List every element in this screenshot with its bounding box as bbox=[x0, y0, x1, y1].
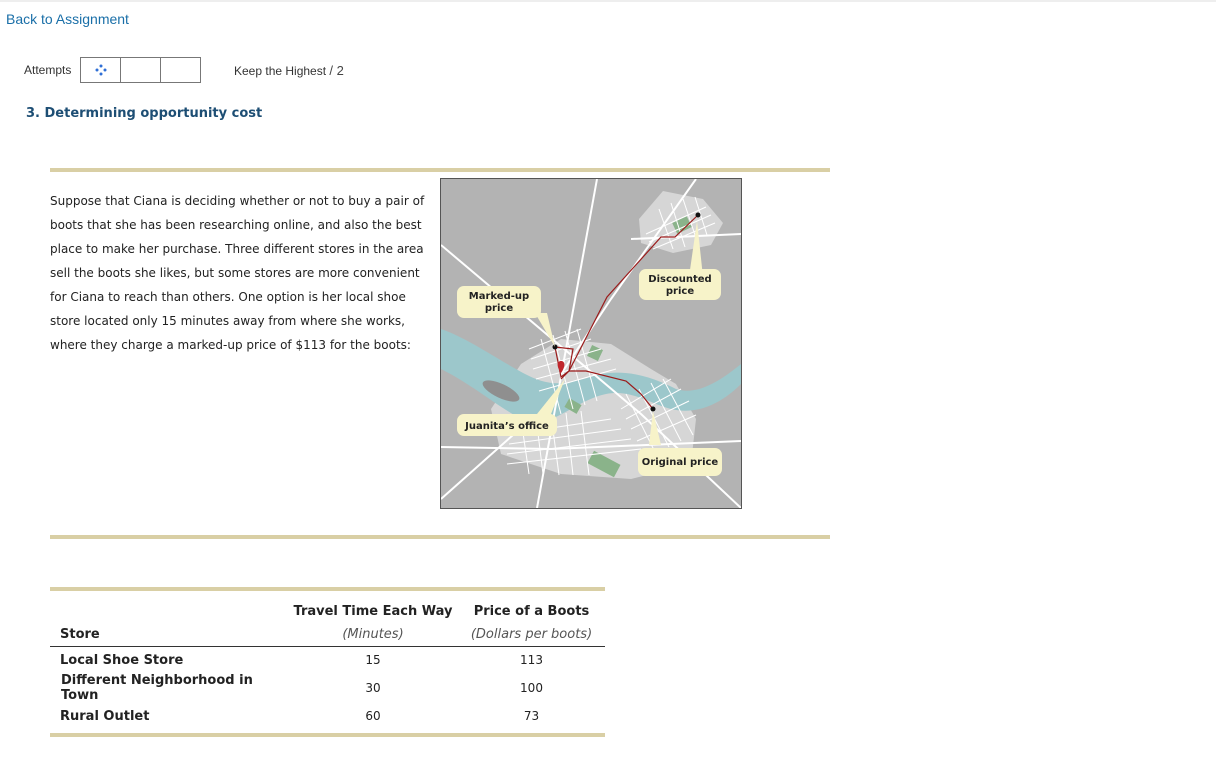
attempt-box-2 bbox=[121, 57, 161, 83]
price-value: 73 bbox=[523, 709, 540, 723]
attempts-label: Attempts bbox=[24, 63, 72, 77]
callout-office-label: Juanita’s office bbox=[465, 421, 549, 432]
points-possible: / 2 bbox=[329, 63, 344, 78]
travel-time-value: 30 bbox=[365, 681, 381, 695]
question-title: 3. Determining opportunity cost bbox=[26, 106, 263, 121]
callout-discounted-line2: price bbox=[665, 286, 695, 297]
callout-original-label: Original price bbox=[641, 457, 719, 468]
grading-policy bbox=[234, 63, 344, 78]
callout-discounted-price bbox=[639, 269, 721, 300]
keep-highest-label: Keep the Highest bbox=[234, 64, 327, 78]
attempt-boxes bbox=[80, 57, 201, 83]
original-store-marker bbox=[651, 407, 656, 412]
callout-markedup-line1: Marked-up bbox=[468, 291, 530, 302]
attempt-box-3 bbox=[161, 57, 201, 83]
table-row bbox=[50, 647, 605, 674]
loading-icon bbox=[95, 61, 107, 80]
back-to-assignment-link[interactable]: Back to Assignment bbox=[6, 11, 129, 27]
store-header: Store bbox=[50, 622, 288, 647]
store-comparison-table bbox=[50, 587, 605, 737]
callout-original-price bbox=[638, 448, 722, 476]
store-name: Local Shoe Store bbox=[60, 652, 184, 668]
price-units: (Dollars per boots) bbox=[458, 622, 605, 647]
price-value: 113 bbox=[520, 653, 543, 667]
discounted-store-marker bbox=[696, 213, 701, 218]
callout-discounted-line1: Discounted bbox=[648, 274, 712, 285]
travel-time-value: 60 bbox=[365, 709, 381, 723]
callout-marked-up-price bbox=[457, 286, 541, 318]
town-map bbox=[440, 178, 742, 509]
table-row bbox=[50, 703, 605, 735]
price-header: Price of a Boots bbox=[473, 604, 590, 619]
table-row bbox=[50, 673, 605, 703]
travel-time-header: Travel Time Each Way bbox=[293, 604, 453, 619]
question-passage: Suppose that Ciana is deciding whether or not to buy a pair of boots that she has been researching online, and also the best place to make her purchase. Three different stores in the area sell the boots she likes, but some stores are more convenient for Ciana to reach than others. One option is her local shoe store located only 15 minutes away from where she works, where they charge a marked-up price of $113 for the boots: bbox=[50, 194, 425, 352]
callout-office bbox=[457, 414, 557, 436]
table-header-row bbox=[50, 589, 605, 622]
price-value: 100 bbox=[520, 681, 543, 695]
travel-time-value: 15 bbox=[365, 653, 381, 667]
table-units-row bbox=[50, 622, 605, 647]
section-divider-bottom bbox=[50, 535, 830, 539]
store-name: Rural Outlet bbox=[60, 708, 150, 724]
attempt-box-1 bbox=[80, 57, 121, 83]
travel-time-units: (Minutes) bbox=[288, 622, 458, 647]
callout-markedup-line2: price bbox=[484, 303, 514, 314]
store-name: Different Neighborhood in Town bbox=[61, 673, 253, 703]
top-divider bbox=[0, 0, 1216, 2]
section-divider-top bbox=[50, 168, 830, 172]
